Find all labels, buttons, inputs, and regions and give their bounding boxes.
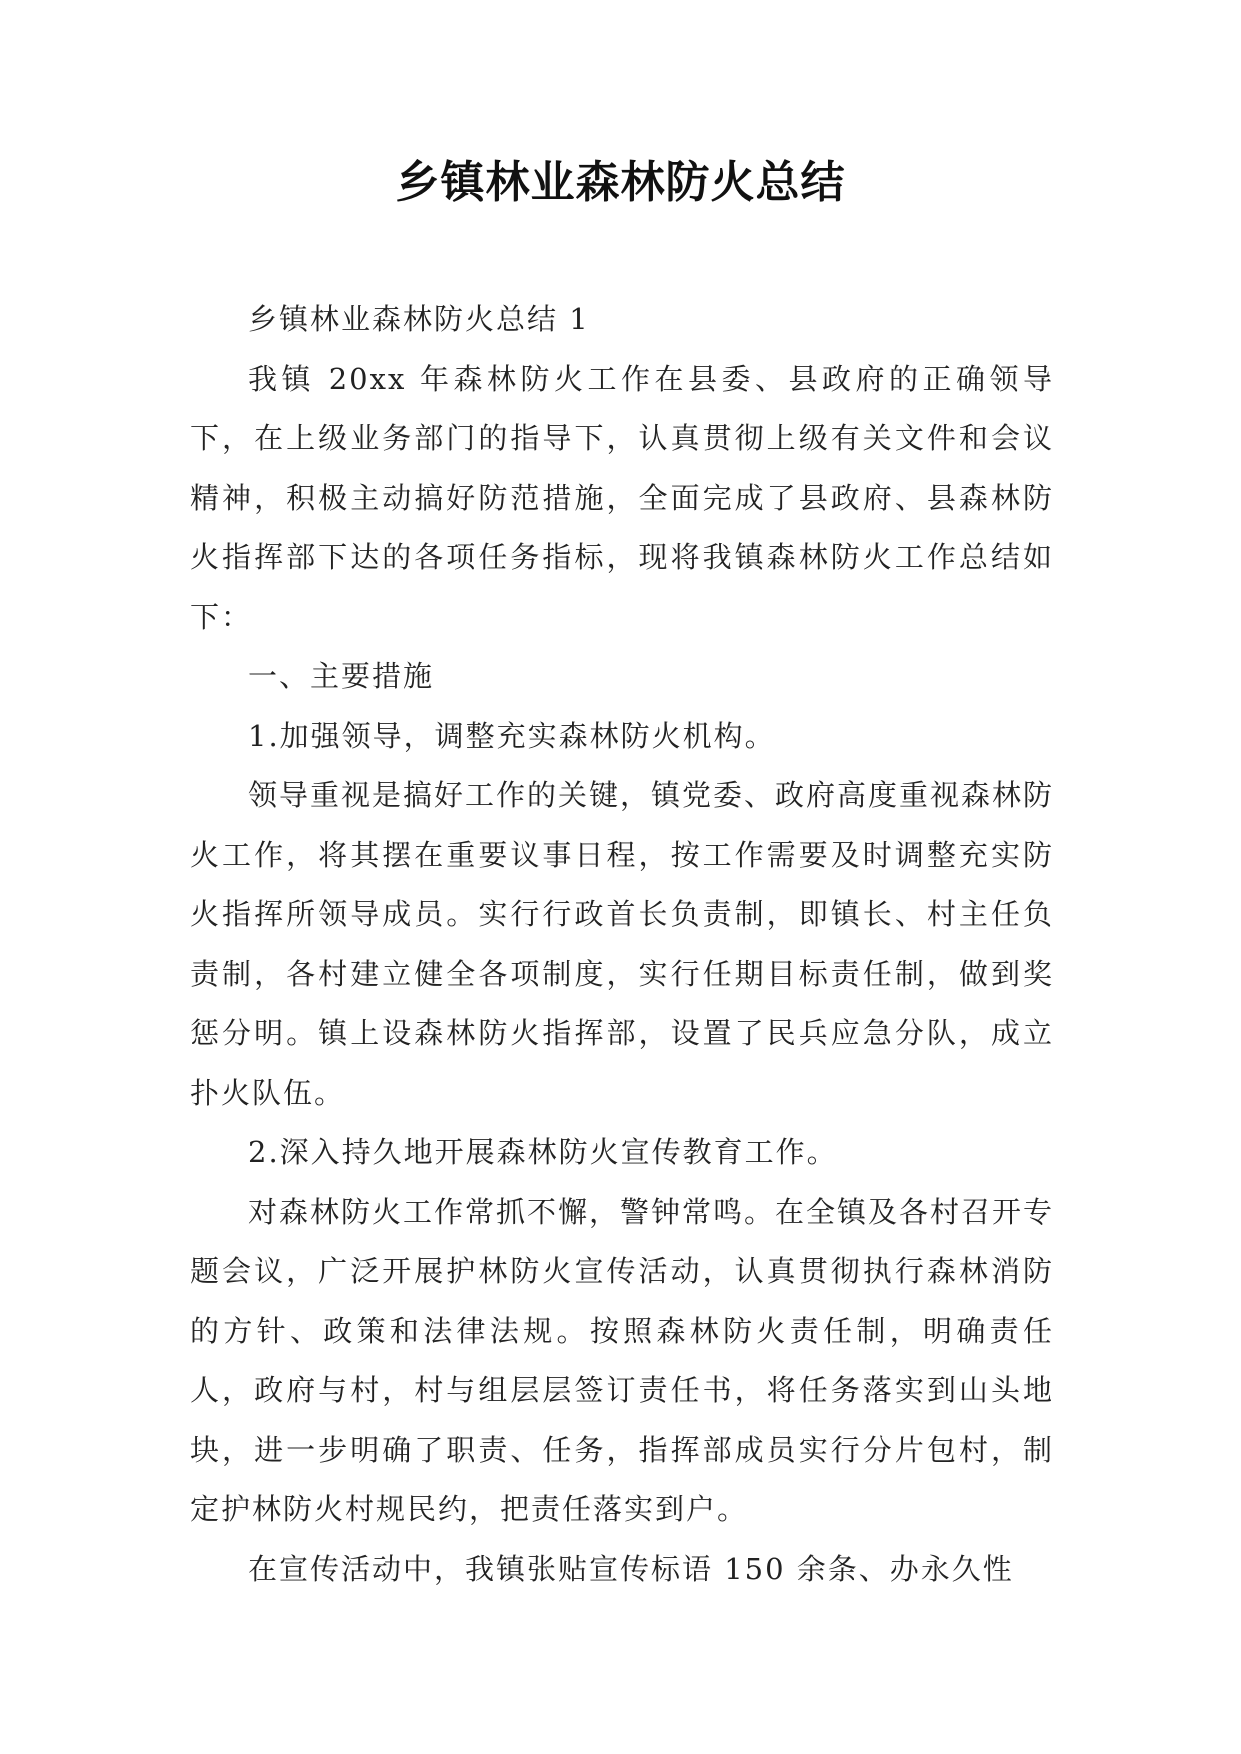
subsection-heading: 1.加强领导，调整充实森林防火机构。 xyxy=(248,718,776,753)
section-heading: 一、主要措施 xyxy=(248,659,435,693)
document-title: 乡镇林业森林防火总结 xyxy=(395,157,846,208)
document-body xyxy=(190,290,1054,1599)
subtitle-paragraph: 乡镇林业森林防火总结 1 xyxy=(248,302,590,336)
subsection-heading: 2.深入持久地开展森林防火宣传教育工作。 xyxy=(248,1135,838,1169)
body-paragraph: 对森林防火工作常抓不懈，警钟常鸣。在全镇及各村召开专题会议，广泛开展护林防火宣传活动，认真贯彻执行森林消防的方针、政策和法律法规。按照森林防火责任制，明确责任人，政府与村，村与组层层签订责任书，将任务落实到山头地块，进一步明确了职责、任务，指挥部成员实行分片包村，制定护林防火村规民约，把责任落实到户。 xyxy=(190,1194,1055,1526)
body-paragraph: 在宣传活动中，我镇张贴宣传标语 150 余条、办永久性 xyxy=(248,1551,1014,1586)
intro-paragraph: 我镇 20xx 年森林防火工作在县委、县政府的正确领导下，在上级业务部门的指导下，认真贯彻上级有关文件和会议精神，积极主动搞好防范措施，全面完成了县政府、县森林防火指挥部下达的各项任务指标，现将我镇森林防火工作总结如下： xyxy=(190,361,1054,634)
body-paragraph: 领导重视是搞好工作的关键，镇党委、政府高度重视森林防火工作，将其摆在重要议事日程，按工作需要及时调整充实防火指挥所领导成员。实行行政首长负责制，即镇长、村主任负责制，各村建立健全各项制度，实行任期目标责任制，做到奖惩分明。镇上设森林防火指挥部，设置了民兵应急分队，成立扑火队伍。 xyxy=(190,778,1055,1110)
